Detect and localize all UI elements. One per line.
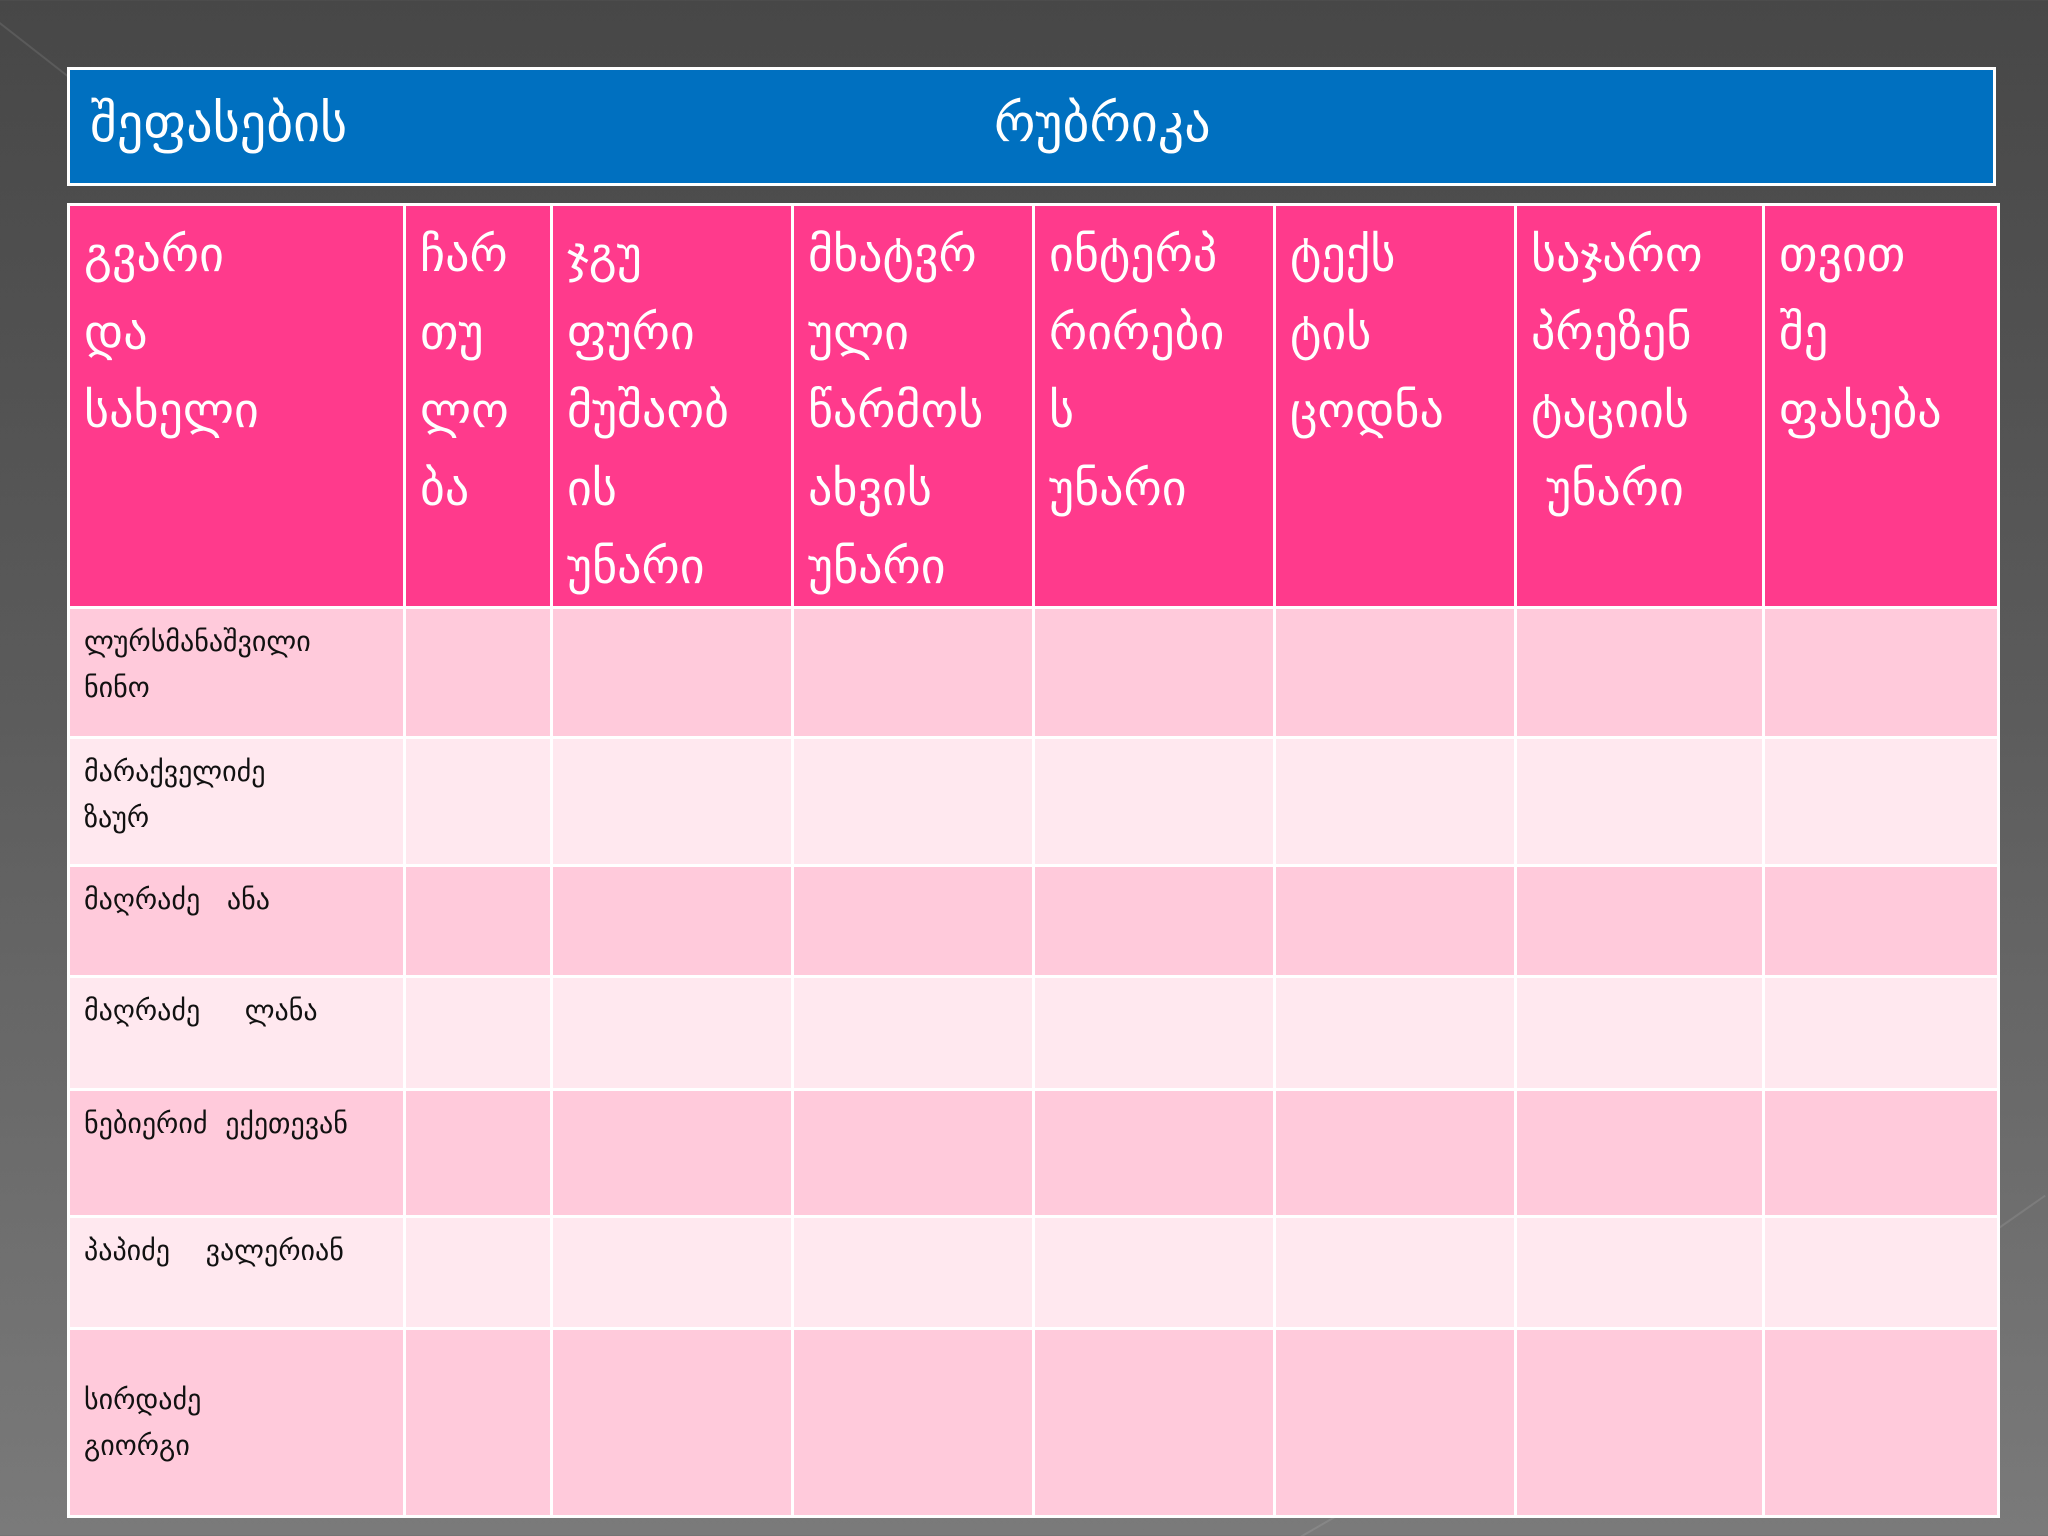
header-line: ტექს bbox=[1290, 227, 1396, 283]
score-cell[interactable] bbox=[1275, 977, 1516, 1090]
header-line: ტაციის bbox=[1531, 383, 1689, 439]
score-cell[interactable] bbox=[552, 608, 793, 738]
score-cell[interactable] bbox=[1516, 866, 1764, 977]
student-name-line: ლურსმანაშვილი bbox=[84, 625, 311, 658]
score-cell[interactable] bbox=[405, 866, 552, 977]
student-name-cell bbox=[69, 608, 405, 738]
header-line: ახვის bbox=[808, 461, 932, 517]
student-name-cell bbox=[69, 1329, 405, 1517]
student-name-cell bbox=[69, 866, 405, 977]
student-name-cell bbox=[69, 738, 405, 866]
header-line: ის bbox=[567, 461, 617, 517]
header-cell-reading bbox=[405, 205, 552, 608]
header-line: მუშაობ bbox=[567, 383, 729, 439]
score-cell[interactable] bbox=[1764, 866, 1999, 977]
header-line: ს bbox=[1049, 383, 1075, 439]
rubric-title-bar bbox=[67, 67, 1996, 186]
score-cell[interactable] bbox=[1034, 1217, 1275, 1329]
score-cell[interactable] bbox=[1275, 1217, 1516, 1329]
score-cell[interactable] bbox=[552, 1329, 793, 1517]
header-line: პრეზენ bbox=[1531, 305, 1692, 361]
student-name-line: ნინო bbox=[84, 671, 150, 704]
table-row bbox=[69, 1217, 1999, 1329]
header-line: შე bbox=[1779, 305, 1829, 361]
header-line: წარმოს bbox=[808, 383, 984, 439]
student-name-line: მაღრაძე ანა bbox=[84, 883, 270, 916]
score-cell[interactable] bbox=[1764, 608, 1999, 738]
score-cell[interactable] bbox=[1275, 1090, 1516, 1217]
header-line: უნარი bbox=[1049, 461, 1187, 517]
header-line: მხატვრ bbox=[808, 227, 977, 283]
student-name-line: პაპიძე ვალერიან bbox=[84, 1234, 344, 1267]
header-line: უნარი bbox=[1531, 461, 1684, 517]
score-cell[interactable] bbox=[405, 977, 552, 1090]
student-name-line: მარაქველიძე bbox=[84, 755, 266, 788]
score-cell[interactable] bbox=[1764, 1329, 1999, 1517]
student-name-cell bbox=[69, 1090, 405, 1217]
header-row bbox=[69, 205, 1999, 608]
header-line: ფასება bbox=[1779, 383, 1942, 439]
score-cell[interactable] bbox=[405, 1090, 552, 1217]
header-line: ცოდნა bbox=[1290, 383, 1444, 439]
score-cell[interactable] bbox=[405, 1329, 552, 1517]
score-cell[interactable] bbox=[1275, 866, 1516, 977]
header-line: ბა bbox=[420, 461, 470, 517]
score-cell[interactable] bbox=[1764, 977, 1999, 1090]
score-cell[interactable] bbox=[1034, 738, 1275, 866]
score-cell[interactable] bbox=[1516, 608, 1764, 738]
score-cell[interactable] bbox=[405, 1217, 552, 1329]
table-row bbox=[69, 1329, 1999, 1517]
table-row bbox=[69, 608, 1999, 738]
score-cell[interactable] bbox=[1516, 1329, 1764, 1517]
student-name-line: გიორგი bbox=[84, 1428, 190, 1462]
student-name-line: ზაურ bbox=[84, 801, 150, 834]
header-line: თვით bbox=[1779, 227, 1906, 283]
score-cell[interactable] bbox=[1516, 1090, 1764, 1217]
score-cell[interactable] bbox=[1034, 866, 1275, 977]
header-line: სახელი bbox=[84, 383, 259, 439]
header-line: ფური bbox=[567, 305, 695, 361]
table-row bbox=[69, 1090, 1999, 1217]
header-line: ლო bbox=[420, 383, 509, 439]
header-line: და bbox=[84, 305, 148, 361]
table-row bbox=[69, 738, 1999, 866]
header-line: უნარი bbox=[808, 539, 946, 595]
student-name-cell bbox=[69, 1217, 405, 1329]
score-cell[interactable] bbox=[1034, 1329, 1275, 1517]
student-name-line: მაღრაძე ლანა bbox=[84, 994, 318, 1027]
score-cell[interactable] bbox=[552, 1090, 793, 1217]
header-line: ჯგუ bbox=[567, 227, 642, 283]
score-cell[interactable] bbox=[552, 1217, 793, 1329]
header-cell-text-knowledge bbox=[1275, 205, 1516, 608]
score-cell[interactable] bbox=[1275, 608, 1516, 738]
score-cell[interactable] bbox=[1764, 738, 1999, 866]
score-cell[interactable] bbox=[793, 977, 1034, 1090]
score-cell[interactable] bbox=[1034, 977, 1275, 1090]
student-name-line: ნებიერიძ ექეთევან bbox=[84, 1107, 348, 1140]
student-name-line: სირდაძე bbox=[84, 1382, 202, 1416]
header-line: ჩარ bbox=[420, 227, 508, 283]
student-name-cell bbox=[69, 977, 405, 1090]
header-cell-interpretation bbox=[1034, 205, 1275, 608]
score-cell[interactable] bbox=[1275, 738, 1516, 866]
rubric-table bbox=[67, 203, 2000, 1518]
score-cell[interactable] bbox=[793, 866, 1034, 977]
table-row bbox=[69, 977, 1999, 1090]
header-line: საჯარო bbox=[1531, 227, 1703, 283]
score-cell[interactable] bbox=[552, 866, 793, 977]
header-cell-self-assessment bbox=[1764, 205, 1999, 608]
header-line: ინტერპ bbox=[1049, 227, 1218, 283]
score-cell[interactable] bbox=[793, 1329, 1034, 1517]
score-cell[interactable] bbox=[1034, 608, 1275, 738]
score-cell[interactable] bbox=[1764, 1217, 1999, 1329]
score-cell[interactable] bbox=[793, 738, 1034, 866]
header-cell-name bbox=[69, 205, 405, 608]
table-row bbox=[69, 866, 1999, 977]
score-cell[interactable] bbox=[1516, 977, 1764, 1090]
score-cell[interactable] bbox=[793, 608, 1034, 738]
header-line: ტის bbox=[1290, 305, 1372, 361]
title-left-text: შეფასების bbox=[90, 94, 348, 154]
score-cell[interactable] bbox=[1275, 1329, 1516, 1517]
title-right-text: რუბრიკა bbox=[994, 94, 1211, 154]
score-cell[interactable] bbox=[405, 608, 552, 738]
header-line: თუ bbox=[420, 305, 484, 361]
score-cell[interactable] bbox=[405, 738, 552, 866]
header-line: გვარი bbox=[84, 227, 224, 283]
score-cell[interactable] bbox=[552, 738, 793, 866]
header-cell-imagination bbox=[793, 205, 1034, 608]
score-cell[interactable] bbox=[1764, 1090, 1999, 1217]
score-cell[interactable] bbox=[552, 977, 793, 1090]
score-cell[interactable] bbox=[1034, 1090, 1275, 1217]
score-cell[interactable] bbox=[793, 1090, 1034, 1217]
header-cell-groupwork bbox=[552, 205, 793, 608]
score-cell[interactable] bbox=[793, 1217, 1034, 1329]
header-line: უნარი bbox=[567, 539, 705, 595]
score-cell[interactable] bbox=[1516, 1217, 1764, 1329]
score-cell[interactable] bbox=[1516, 738, 1764, 866]
header-cell-presentation bbox=[1516, 205, 1764, 608]
header-line: ული bbox=[808, 305, 910, 361]
header-line: რირები bbox=[1049, 305, 1225, 361]
